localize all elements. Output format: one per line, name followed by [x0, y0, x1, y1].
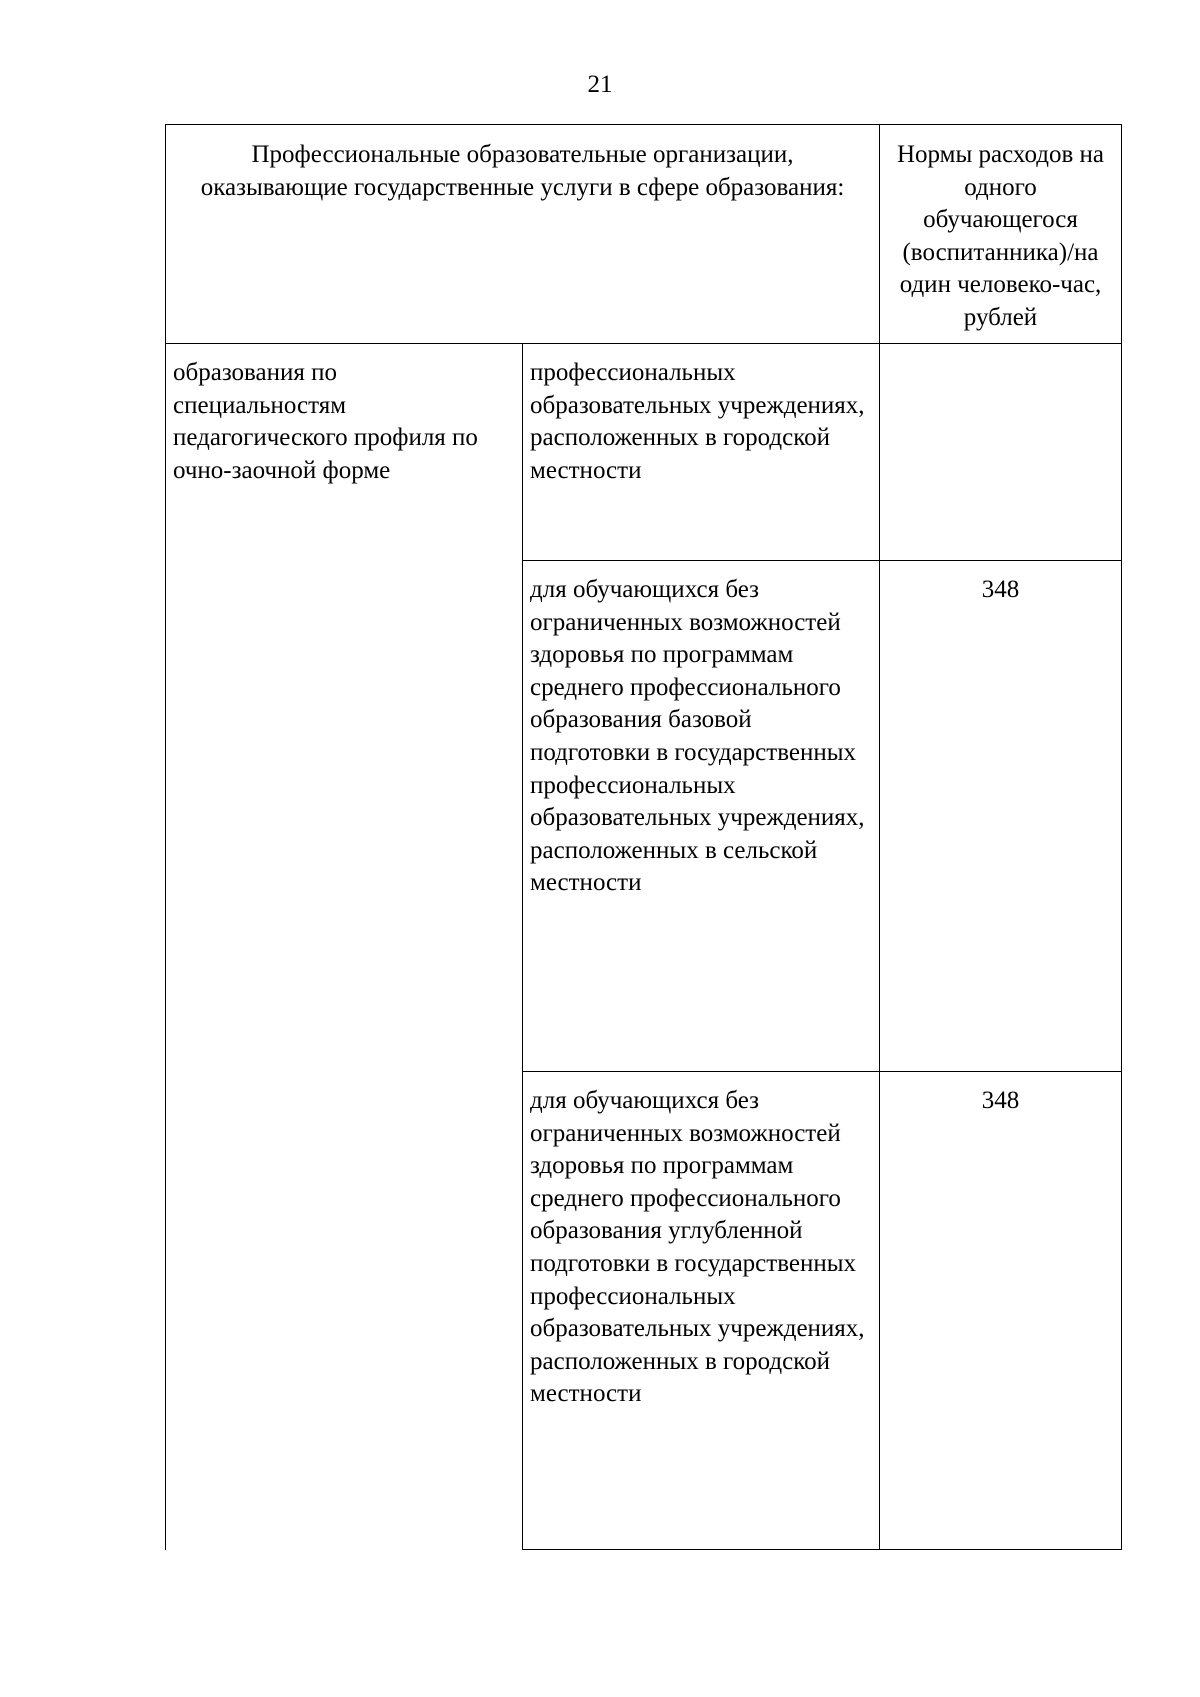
norms-table — [165, 124, 1122, 1550]
header-norms-cell — [880, 125, 1122, 344]
row-value: 348 — [981, 1087, 1020, 1114]
header-organizations: Профессиональные образовательные организации, оказывающие государственные услуги в сфере образования: — [200, 141, 845, 201]
value-cell — [880, 1072, 1122, 1550]
category-cell — [166, 344, 523, 1550]
row-description: для обучающихся без ограниченных возможностей здоровья по программам среднего профессионального образования базовой подготовки в государственных профессиональных образовательных учреждениях, расположенных в сельской местности — [530, 576, 865, 897]
table-header-row — [166, 125, 1122, 344]
description-cell — [523, 1072, 880, 1550]
page-number: 21 — [587, 71, 613, 98]
header-organizations-cell — [166, 125, 880, 344]
description-cell — [523, 344, 880, 561]
row-description: профессиональных образовательных учреждениях, расположенных в городской местности — [530, 359, 865, 484]
description-cell — [523, 561, 880, 1072]
table-row — [166, 344, 1122, 561]
value-cell — [880, 344, 1122, 561]
header-norms: Нормы расходов на одного обучающегося (воспитанника)/на один человеко-час, рублей — [897, 141, 1104, 331]
row-value — [880, 344, 1121, 357]
value-cell — [880, 561, 1122, 1072]
category-text: образования по специальностям педагогического профиля по очно-заочной форме — [173, 359, 478, 484]
row-description: для обучающихся без ограниченных возможностей здоровья по программам среднего профессионального образования углубленной подготовки в государственных профессиональных образовательных учреждениях, расположенных в городской местности — [530, 1087, 865, 1408]
row-value: 348 — [981, 576, 1020, 603]
